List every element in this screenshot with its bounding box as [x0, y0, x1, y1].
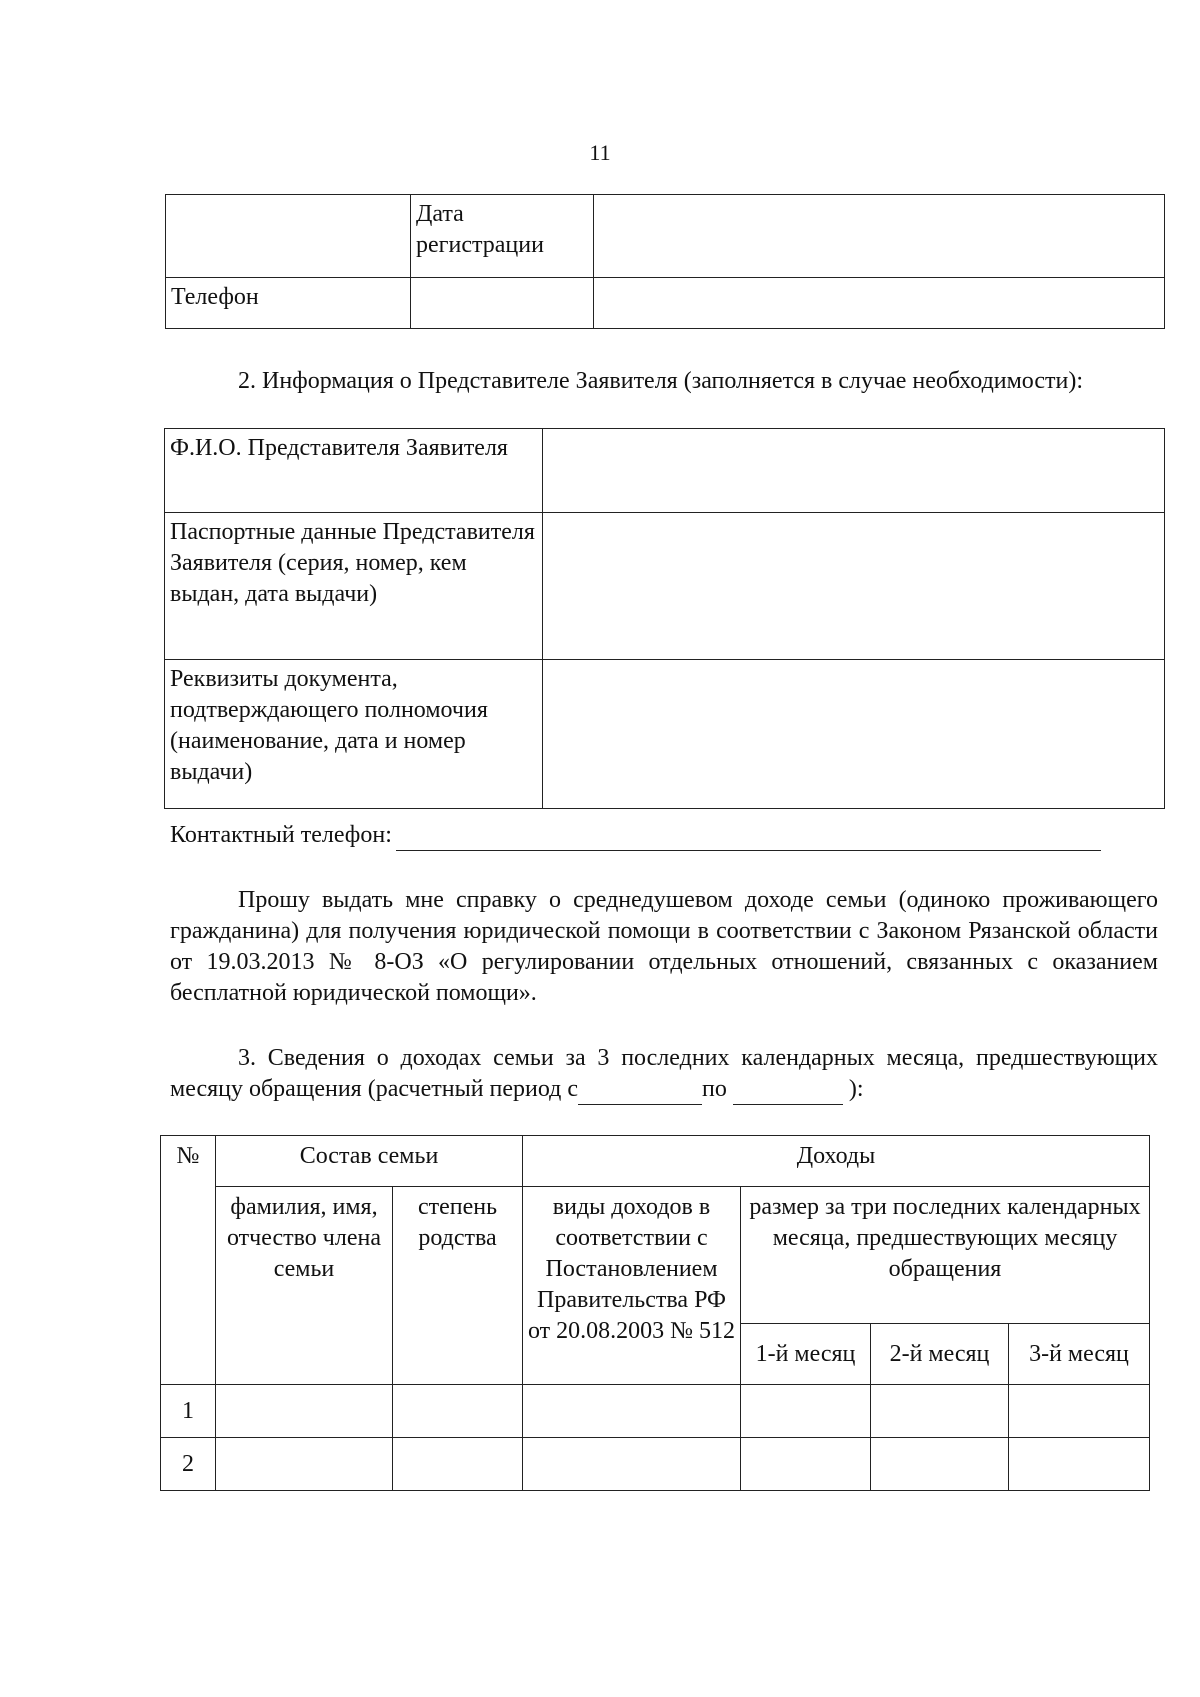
month-3-cell[interactable]: [1009, 1438, 1150, 1491]
income-header: Доходы: [523, 1136, 1150, 1187]
passport-data-label: Паспортные данные Представителя Заявителя (серия, номер, кем выдан, дата выдачи): [165, 513, 543, 660]
month-2-cell[interactable]: [871, 1438, 1009, 1491]
section3-text: 3. Сведения о доходах семьи за 3 последних календарных месяца, предшествующих месяцу обращения (расчетный период с: [170, 1045, 1158, 1102]
contact-phone-line: [170, 820, 1101, 851]
month-1-header: 1-й месяц: [741, 1324, 871, 1385]
registration-date-label: Дата регистрации: [411, 195, 594, 278]
month-3-header: 3-й месяц: [1009, 1324, 1150, 1385]
col-full-name-header: фамилия, имя, отчество члена семьи: [216, 1187, 393, 1385]
table-row: [161, 1385, 1150, 1438]
col-number-header: №: [161, 1136, 216, 1385]
representative-info-table: [164, 428, 1165, 809]
registration-date-field[interactable]: [594, 195, 1165, 278]
row-number: 2: [161, 1438, 216, 1491]
authority-document-label: Реквизиты документа, подтверждающего полномочия (наименование, дата и номер выдачи): [165, 660, 543, 809]
period-from-field[interactable]: [578, 1080, 702, 1105]
contact-phone-field[interactable]: [396, 824, 1101, 851]
page-number: 11: [589, 140, 611, 165]
row-number: 1: [161, 1385, 216, 1438]
member-name-cell[interactable]: [216, 1438, 393, 1491]
section3-text-mid: по: [702, 1076, 727, 1102]
month-2-cell[interactable]: [871, 1385, 1009, 1438]
table1-empty-cell: [166, 195, 411, 278]
table-row: [161, 1438, 1150, 1491]
family-composition-header: Состав семьи: [216, 1136, 523, 1187]
relation-cell[interactable]: [393, 1438, 523, 1491]
phone-field-2[interactable]: [594, 278, 1165, 329]
month-1-cell[interactable]: [741, 1385, 871, 1438]
period-to-field[interactable]: [733, 1080, 843, 1105]
passport-data-field[interactable]: [543, 513, 1165, 660]
contact-phone-label: Контактный телефон:: [170, 822, 392, 848]
col-income-type-header: виды доходов в соответствии с Постановлением Правительства РФ от 20.08.2003 № 512: [523, 1187, 741, 1385]
income-type-cell[interactable]: [523, 1438, 741, 1491]
member-name-cell[interactable]: [216, 1385, 393, 1438]
month-3-cell[interactable]: [1009, 1385, 1150, 1438]
representative-name-field[interactable]: [543, 429, 1165, 513]
income-type-cell[interactable]: [523, 1385, 741, 1438]
phone-label: Телефон: [166, 278, 411, 329]
relation-cell[interactable]: [393, 1385, 523, 1438]
section3-heading: [170, 1043, 1158, 1105]
month-1-cell[interactable]: [741, 1438, 871, 1491]
applicant-info-table: [165, 194, 1165, 329]
family-income-table: [160, 1135, 1150, 1491]
section3-text-end: ):: [848, 1076, 864, 1102]
authority-document-field[interactable]: [543, 660, 1165, 809]
phone-field-1[interactable]: [411, 278, 594, 329]
representative-name-label: Ф.И.О. Представителя Заявителя: [165, 429, 543, 513]
section2-heading: 2. Информация о Представителе Заявителя (заполняется в случае необходимости):: [238, 368, 1084, 394]
col-relation-header: степень родства: [393, 1187, 523, 1385]
month-2-header: 2-й месяц: [871, 1324, 1009, 1385]
col-amount-header: размер за три последних календарных месяца, предшествующих месяцу обращения: [741, 1187, 1150, 1324]
request-paragraph: Прошу выдать мне справку о среднедушевом доходе семьи (одиноко проживающего гражданина) для получения юридической помощи в соответствии с Законом Рязанской области от 19.03.2013 № 8-ОЗ «О регулировании отдельных отношений, связанных с оказанием бесплатной юридической помощи».: [170, 887, 1158, 1006]
